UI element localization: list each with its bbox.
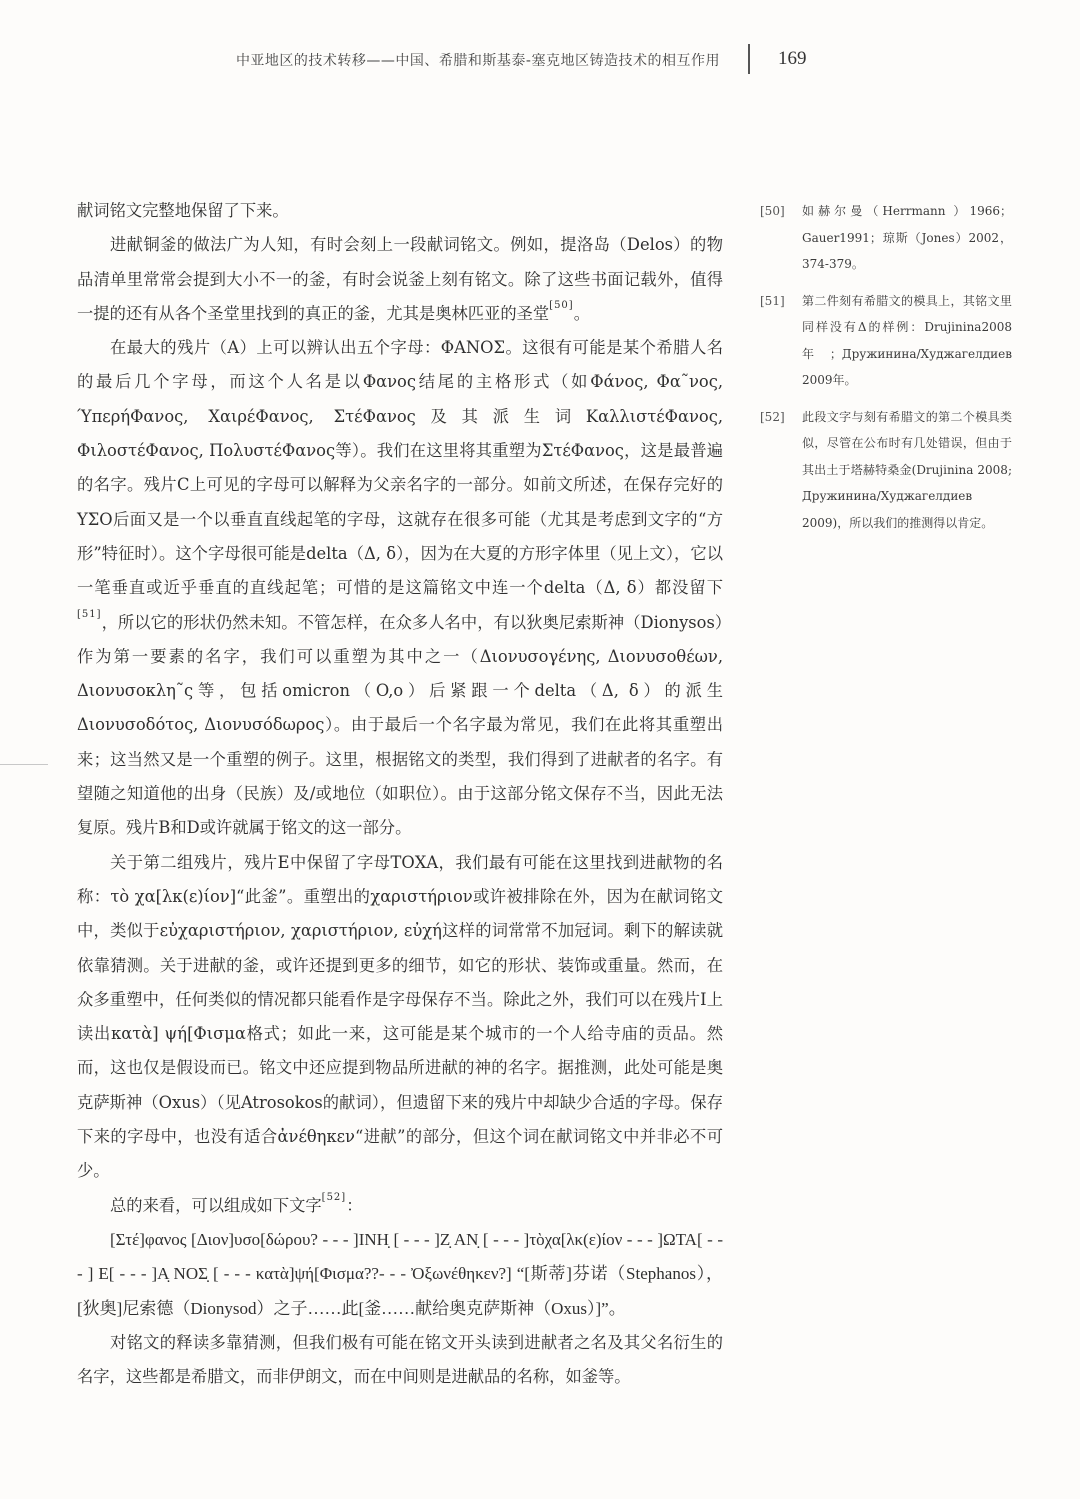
sidenotes: [760, 198, 1012, 546]
paragraph-3-text: 在最大的残片（A）上可以辨认出五个字母：ΦΑΝΟΣ。这很有可能是某个希腊人名的最后几个字母，而这个人名是以Φανος结尾的主格形式（如Φάνος, Φα˜νος, ΎπερήΦανος, ΧαιρέΦανος, ΣτέΦανος及其派生词ΚαλλιστέΦανος, ΦιλοστέΦανος, ΠολυστέΦανος等）。我们在这里将其重塑为ΣτέΦανος，这是最普遍的名字。残片C上可见的字母可以解释为父亲名字的一部分。如前文所述，在保存完好的ΥΣΟ后面又是一个以垂直直线起笔的字母，这就存在很多可能（尤其是考虑到文字的“方形”特征时）。这个字母很可能是delta（Δ, δ），因为在大夏的方形字体里（见上文），它以一笔垂直或近乎垂直的直线起笔；可惜的是这篇铭文中连一个delta（Δ, δ）都没留下: [77, 338, 723, 598]
paragraph-1: 献词铭文完整地保留了下来。: [77, 201, 289, 220]
paragraph-3-cont: ，所以它的形状仍然未知。不管怎样，在众多人名中，有以狄奥尼索斯神（Dionysos）作为第一要素的名字，我们可以重塑为其中之一（Διονυσογένης, Διονυσοθέων, Διονυσοκλη˜ς等，包括omicron（O,o）后紧跟一个delta（Δ, δ）的派生Διονυσοδότος, Διονυσόδωρος）。由于最后一个名字最为常见，我们在此将其重塑出来；这当然又是一个重塑的例子。这里，根据铭文的类型，我们得到了进献者的名字。有望随之知道他的出身（民族）及/或地位（如职位）。由于这部分铭文保存不当，因此无法复原。残片B和D或许就属于铭文的这一部分。: [77, 612, 723, 838]
footnote-ref-52[interactable]: [52]: [321, 1191, 347, 1203]
margin-mark: [0, 764, 48, 765]
paragraph-2-text: 进献铜釜的做法广为人知，有时会刻上一段献词铭文。例如，提洛岛（Delos）的物品清单里常常会提到大小不一的釜，有时会说釜上刻有铭文。除了这些书面记载外，值得一提的还有从各个圣堂里找到的真正的釜，尤其是奥林匹亚的圣堂: [77, 235, 723, 323]
sidenote-text: 第二件刻有希腊文的模具上，其铭文里同样没有Δ的样例：Drujinina2008年；Дружинина/Худжагелдиев 2009年。: [802, 293, 1012, 387]
footnote-ref-51[interactable]: [51]: [77, 608, 102, 620]
sidenote-number: [51]: [760, 293, 785, 308]
paragraph-5: [77, 1189, 723, 1223]
paragraph-4: 关于第二组残片，残片E中保留了字母ΤΟΧΑ，我们最有可能在这里找到进献物的名称：τὸ χα[λκ(ε)ίον]“此釜”。重塑出的χαριστήριον或许被排除在外，因为在献词铭文中，类似于εὐχαριστήριον, χαριστήριον, εὐχή这样的词常常不加冠词。剩下的解读就依靠猜测。关于进献的釜，或许还提到更多的细节，如它的形状、装饰或重量。然而，在众多重塑中，任何类似的情况都只能看作是字母保存不当。除此之外，我们可以在残片I上读出κατὰ] ψή[Φισμα格式；如此一来，这可能是某个城市的一个人给寺庙的贡品。然而，这也仅是假设而已。铭文中还应提到物品所进献的神的名字。据推测，此处可能是奥克萨斯神（Oxus）（见Atrosokos的献词），但遗留下来的残片中却缺少合适的字母。保存下来的字母中，也没有适合ἀνέθηκεν“进献”的部分，但这个词在献词铭文中并非必不可少。: [77, 852, 723, 1181]
main-text: [77, 194, 723, 1394]
running-title: 中亚地区的技术转移——中国、希腊和斯基泰-塞克地区铸造技术的相互作用: [235, 53, 720, 69]
sidenote-number: [50]: [760, 204, 785, 218]
page-number: 169: [778, 48, 807, 69]
inscription-reconstruction: [Στέ]φανος [Διον]υσο[δώρου? - - - ]ΙΝΗ̣ [ - - - ]Ζ̣ ΑΝ̣ [ - - - ]τὸχα[λκ(ε)ίον - - - ]ΩΤΑ[ - - - ] Ε[ - - - ]Α̣ ΝΟΣ̣ [ - - - κατὰ]ψή[Φισμα??- - - Ὀξωνέθηκεν?] “[斯蒂]芬诺（Stephanos），[狄奥]尼索德（Dionysod）之子……此[釜……献给奥克萨斯神（Oxus）]”。: [77, 1229, 723, 1318]
header-divider: [748, 44, 750, 74]
paragraph-5-text: 总的来看，可以组成如下文字: [110, 1195, 322, 1215]
paragraph-2: [77, 228, 723, 331]
page-header: [0, 44, 1080, 76]
paragraph-7: 对铭文的释读多靠猜测，但我们极有可能在铭文开头读到进献者之名及其父名衍生的名字，这些都是希腊文，而非伊朗文，而在中间则是进献品的名称，如釜等。: [77, 1332, 723, 1387]
paragraph-5-end: ：: [346, 1195, 363, 1215]
sidenote-51: [760, 288, 1012, 394]
sidenote-text: 此段文字与刻有希腊文的第二个模具类似，尽管在公布时有几处错误，但由于其出土于塔赫特桑金(Drujinina 2008; Дружинина/Худжагелдиев 2009)，所以我们的推测得以肯定。: [802, 409, 1012, 530]
paragraph-2-end: 。: [573, 303, 590, 323]
sidenote-50: [760, 198, 1012, 278]
paragraph-3: [77, 331, 723, 845]
sidenote-52: [760, 404, 1012, 537]
footnote-ref-50[interactable]: [50]: [549, 299, 574, 311]
sidenote-number: [52]: [760, 409, 785, 424]
sidenote-text: 如赫尔曼（Herrmann ）1966；Gauer1991；琼斯（Jones）2002，374-379。: [802, 204, 1012, 271]
